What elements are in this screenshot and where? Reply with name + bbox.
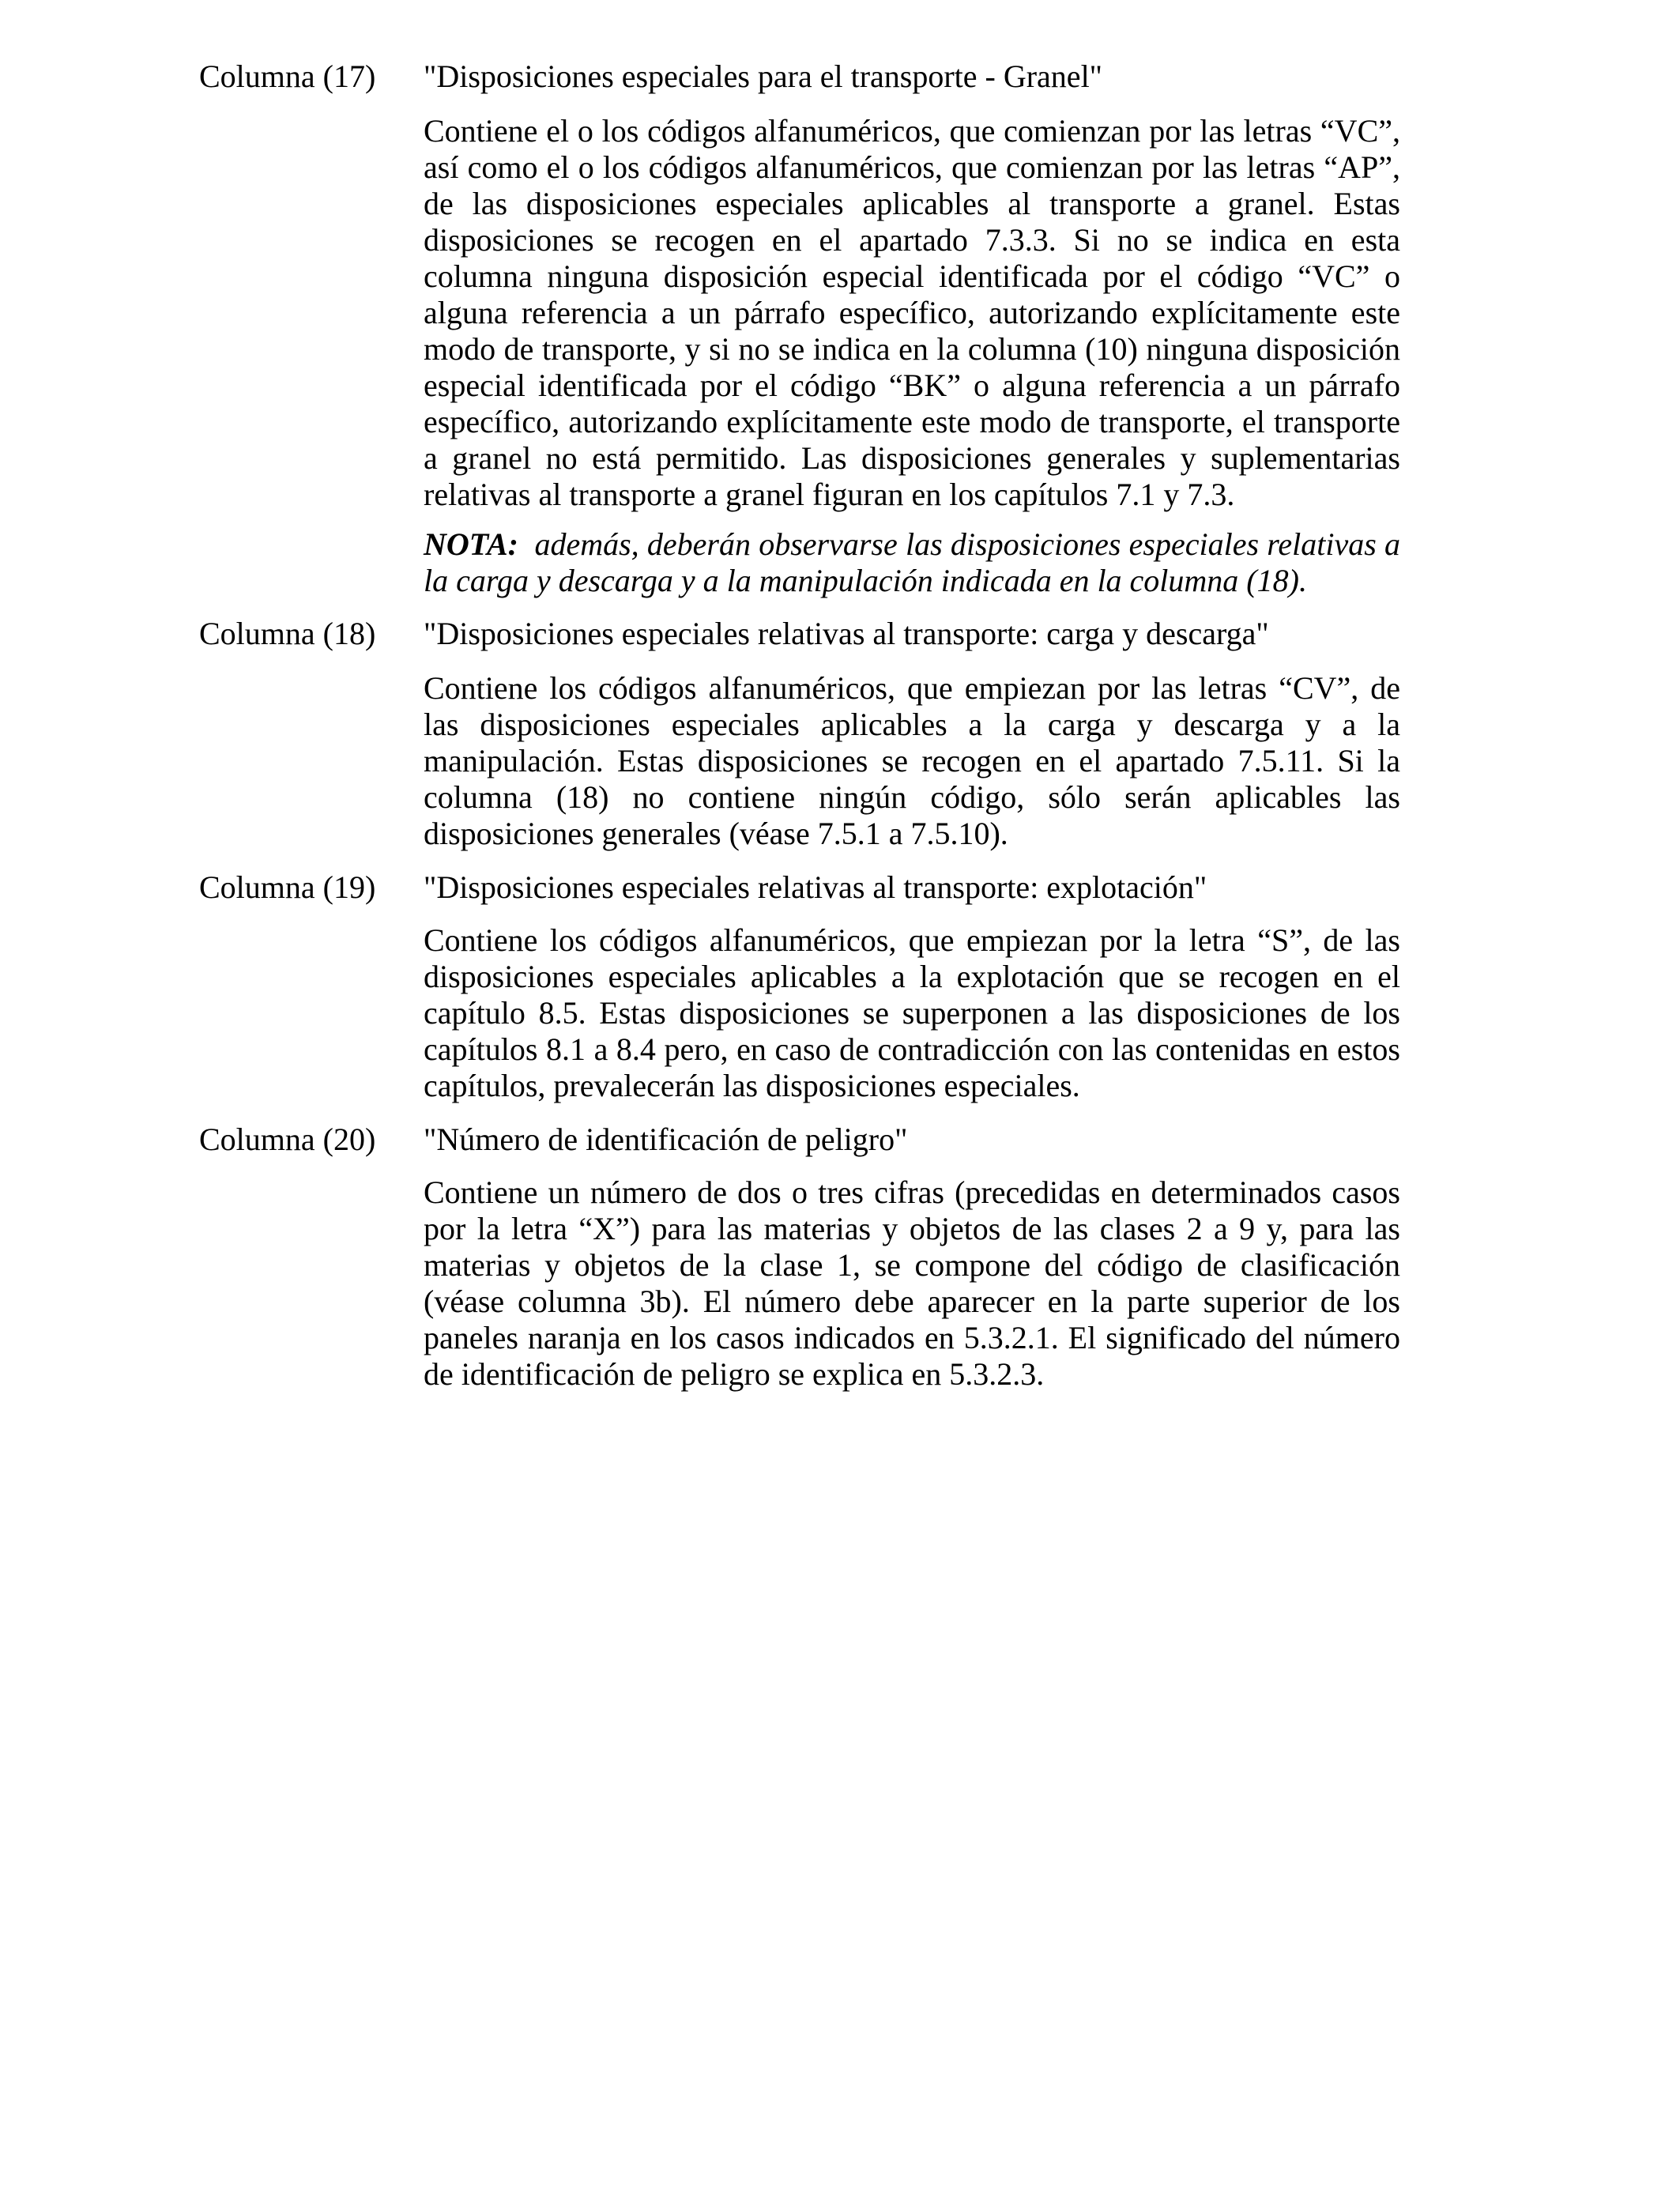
note-text: además, deberán observarse las disposiciones especiales relativas a la carga y descarga y a la manipulación indicada en la columna (18).: [424, 526, 1401, 598]
column-19-label: Columna (19): [199, 869, 376, 905]
column-17-note: [424, 526, 1400, 599]
column-17-body: Contiene el o los códigos alfanuméricos, que comienzan por las letras “VC”, así como el o los códigos alfanuméricos, que comienzan por las letras “AP”, de las disposiciones especiales aplicables al transporte a granel. Estas disposiciones se recogen en el apartado 7.3.3. Si no se indica en esta columna ninguna disposición especial identificada por el código “VC” o alguna referencia a un párrafo específico, autorizando explícitamente este modo de transporte, y si no se indica en la columna (10) ninguna disposición especial identificada por el código “BK” o alguna referencia a un párrafo específico, autorizando explícitamente este modo de transporte, el transporte a granel no está permitido. Las disposiciones generales y suplementarias relativas al transporte a granel figuran en los capítulos 7.1 y 7.3.: [424, 113, 1400, 512]
column-18-label: Columna (18): [199, 616, 376, 651]
column-19-body: Contiene los códigos alfanuméricos, que empiezan por la letra “S”, de las disposiciones especiales aplicables a la explotación que se recogen en el capítulo 8.5. Estas disposiciones se superponen a las disposiciones de los capítulos 8.1 a 8.4 pero, en caso de contradicción con las contenidas en estos capítulos, prevalecerán las disposiciones especiales.: [424, 922, 1400, 1103]
column-19-title: "Disposiciones especiales relativas al transporte: explotación": [424, 869, 1207, 905]
column-20-title: "Número de identificación de peligro": [424, 1122, 908, 1157]
column-17-title: "Disposiciones especiales para el transporte - Granel": [424, 58, 1103, 94]
note-label: NOTA:: [424, 526, 518, 562]
column-18-body: Contiene los códigos alfanuméricos, que empiezan por las letras “CV”, de las disposiciones especiales aplicables a la carga y descarga y a la manipulación. Estas disposiciones se recogen en el apartado 7.5.11. Si la columna (18) no contiene ningún código, sólo serán aplicables las disposiciones generales (véase 7.5.1 a 7.5.10).: [424, 670, 1400, 851]
column-20-body: Contiene un número de dos o tres cifras (precedidas en determinados casos por la letra “X”) para las materias y objetos de las clases 2 a 9 y, para las materias y objetos de la clase 1, se compone del código de clasificación (véase columna 3b). El número debe aparecer en la parte superior de los paneles naranja en los casos indicados en 5.3.2.1. El significado del número de identificación de peligro se explica en 5.3.2.3.: [424, 1174, 1400, 1392]
column-20-label: Columna (20): [199, 1122, 376, 1157]
column-17-label: Columna (17): [199, 58, 376, 94]
column-18-title: "Disposiciones especiales relativas al transporte: carga y descarga": [424, 616, 1269, 651]
